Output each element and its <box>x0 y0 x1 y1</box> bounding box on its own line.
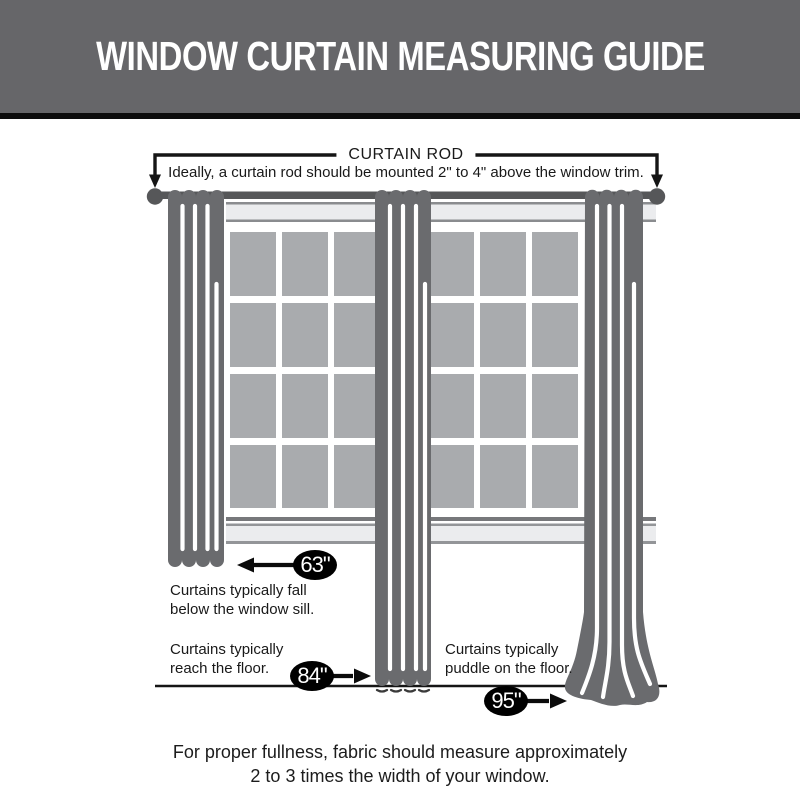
right-arrow-icon <box>550 694 567 709</box>
floor-dashes <box>377 690 429 692</box>
down-arrow-icon <box>651 175 663 189</box>
header-divider <box>0 113 800 119</box>
header-banner <box>0 0 800 113</box>
page-title: WINDOW CURTAIN MEASURING GUIDE <box>95 33 705 79</box>
measurement-badge-84: 84" <box>290 661 334 691</box>
right-arrow-icon <box>354 669 371 684</box>
rod-finial-left <box>147 188 163 204</box>
rod-finial-right <box>649 188 665 204</box>
down-arrow-icon <box>149 175 161 189</box>
left-arrow-icon <box>237 558 254 573</box>
fullness-note: For proper fullness, fabric should measure approximately 2 to 3 times the width of your window. <box>172 742 628 786</box>
puddle-length-caption: Curtains typically puddle on the floor. <box>445 641 573 677</box>
floor-length-caption: Curtains typically reach the floor. <box>170 641 284 677</box>
sill-length-caption: Curtains typically fall below the window sill. <box>170 582 315 618</box>
measurement-badge-95: 95" <box>484 686 528 716</box>
curtain-rod-description: Ideally, a curtain rod should be mounted 2" to 4" above the window trim. <box>168 164 644 181</box>
measurement-badge-63: 63" <box>293 550 337 580</box>
curtain-panel-puddle-length <box>565 190 659 706</box>
curtain-rod-label: CURTAIN ROD <box>336 146 475 164</box>
